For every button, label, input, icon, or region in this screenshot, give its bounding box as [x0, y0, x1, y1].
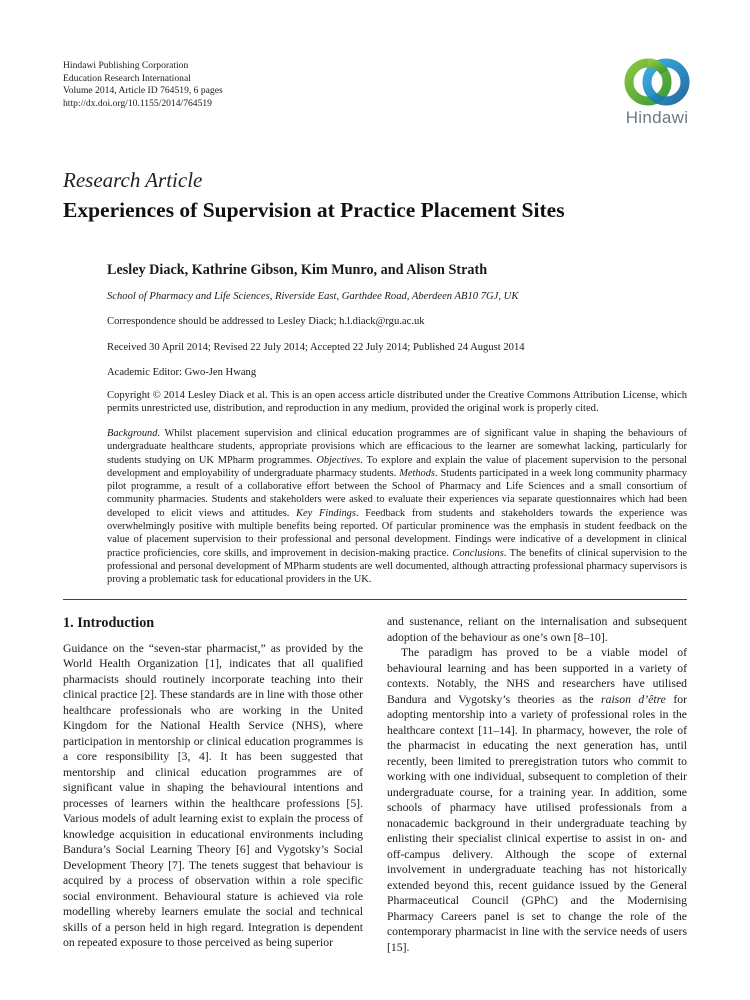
abstract-background-text: . Whilst placement supervision and clinical education programmes are of significant value in shaping the behaviours of undergraduate healthcare students, appropriate provisions which are efficacious to the learner are somewhat lacking, particularly for students studying on UK MPharm programmes. [107, 428, 687, 466]
publication-dates: Received 30 April 2014; Revised 22 July 2014; Accepted 22 July 2014; Published 24 August 2014 [107, 342, 525, 353]
abstract-conclusions-text: . The benefits of clinical supervision to the professional and personal development of MPharm students are well documented, although attracting professional pharmacy supervisors is proving a problematic task for educational providers in the UK. [107, 547, 687, 586]
right-column [387, 614, 687, 955]
correspondence: Correspondence should be addressed to Lesley Diack; h.l.diack@rgu.ac.uk [107, 316, 425, 327]
paragraph-2-italic: raison d’être [601, 692, 666, 706]
copyright-notice: Copyright © 2014 Lesley Diack et al. This is an open access article distributed under the Creative Commons Attribution License, which permits unrestricted use, distribution, and reproduction in any medium, provided the original work is properly cited. [107, 390, 687, 415]
abstract [107, 427, 687, 587]
intro-paragraph-2 [387, 645, 687, 955]
volume-info: Volume 2014, Article ID 764519, 6 pages [63, 85, 223, 97]
publisher-name: Hindawi Publishing Corporation [63, 60, 189, 71]
section-divider [63, 599, 687, 600]
journal-header [63, 60, 223, 110]
abstract-findings-label: Key Findings [296, 507, 356, 519]
paragraph-2-text-b: for adopting mentorship into a variety of professional roles in the healthcare context [11–14]. In pharmacy, however, the role of the pharmacist in educating the next generation has, until recently, been limited to preregistration tutors who commit to working with one individual, subsequent to completion of their undergraduate course, for a training year. In addition, some schools of pharmacy have utilised professionals from a nonacademic background in their undergraduate teaching by enlisting their specialist clinical expertise to assist in on- and off-campus delivery. Although the scope of external involvement in undergraduate teaching has not historically extended beyond this, recent guidance issued by the General Pharmaceutical Council (GPhC) and the Modernising Pharmacy Careers panel is set to change the role of the contemporary pharmacist in line with the service needs of users [15]. [387, 692, 687, 954]
abstract-background-label: Background [107, 428, 158, 439]
logo-wordmark: Hindawi [625, 108, 689, 127]
hindawi-logo [622, 58, 692, 134]
article-type: Research Article [63, 168, 203, 192]
hindawi-rings-icon [622, 58, 692, 106]
abstract-methods-text: . Students participated in a week long community pharmacy pilot programme, a result of a collaborative effort between the School of Pharmacy and Life Sciences and a small consortium of community pharmacies. Students and stakeholders were asked to evaluate their experiences via separate questionnaires which had been developed to elicit views and attitudes. [107, 467, 687, 519]
abstract-objectives-text: . To explore and explain the value of placement supervision to the personal development and employability of undergraduate pharmacy students. [107, 454, 687, 479]
section-heading: 1. Introduction [63, 615, 155, 631]
affiliation: School of Pharmacy and Life Sciences, Riverside East, Garthdee Road, Aberdeen AB10 7GJ, UK [107, 291, 519, 302]
intro-paragraph-1-continued: and sustenance, reliant on the internalisation and subsequent adoption of the behaviour as one’s own [8–10]. [387, 615, 687, 644]
doi-link[interactable]: http://dx.doi.org/10.1155/2014/764519 [63, 97, 212, 109]
paragraph-2-text-a: The paradigm has proved to be a viable model of behavioural learning and has been supported in a variety of contexts. Notably, the NHS and researchers have utilised Bandura and Vygotsky’s theories as the [387, 646, 687, 706]
abstract-findings-text: . Feedback from students and stakeholders towards the experience was overwhelmingly positive with multiple benefits being reported. Of particular prominence was the emphasis in student feedback on the value of placement supervision to their professional and personal development. Findings were indicative of a development in clinical practice proficiencies, core skills, and improvement in decision-making practice. [107, 507, 688, 559]
abstract-conclusions-label: Conclusions [452, 547, 504, 559]
intro-paragraph-1: Guidance on the “seven-star pharmacist,” as provided by the World Health Organization [1], indicates that all qualified pharmacists should routinely incorporate teaching into their clinical practice [2]. These standards are in line with those other healthcare professionals who are working in the United Kingdom for the National Health Service (NHS), where participation in mentorship or clinical education programmes is a core responsibility [3, 4]. It has been suggested that mentorship and clinical education programmes are of significant value in shaping the behavioural intentions and processes of learners within the healthcare professions [5]. Various models of adult learning exist to explain the process of knowledge acquisition in educational environments including Bandura’s Social Learning Theory [6] and Vygotsky’s Social Development Theory [7]. The tenets suggest that behaviour is acquired by a process of observation within a role specific social environment. Behavioural stature is achieved via role modelling whereby learners emulate the social and technical skills of a person held in high regard. Integration is dependent on repeated exposure to those perceived as being superior [63, 641, 363, 949]
left-column [63, 614, 363, 951]
abstract-methods-label: Methods [399, 467, 435, 479]
author-list: Lesley Diack, Kathrine Gibson, Kim Munro, and Alison Strath [107, 262, 488, 278]
journal-name: Education Research International [63, 72, 191, 84]
abstract-objectives-label: Objectives [316, 454, 361, 466]
academic-editor: Academic Editor: Gwo-Jen Hwang [107, 367, 257, 378]
article-title: Experiences of Supervision at Practice Placement Sites [63, 198, 565, 222]
